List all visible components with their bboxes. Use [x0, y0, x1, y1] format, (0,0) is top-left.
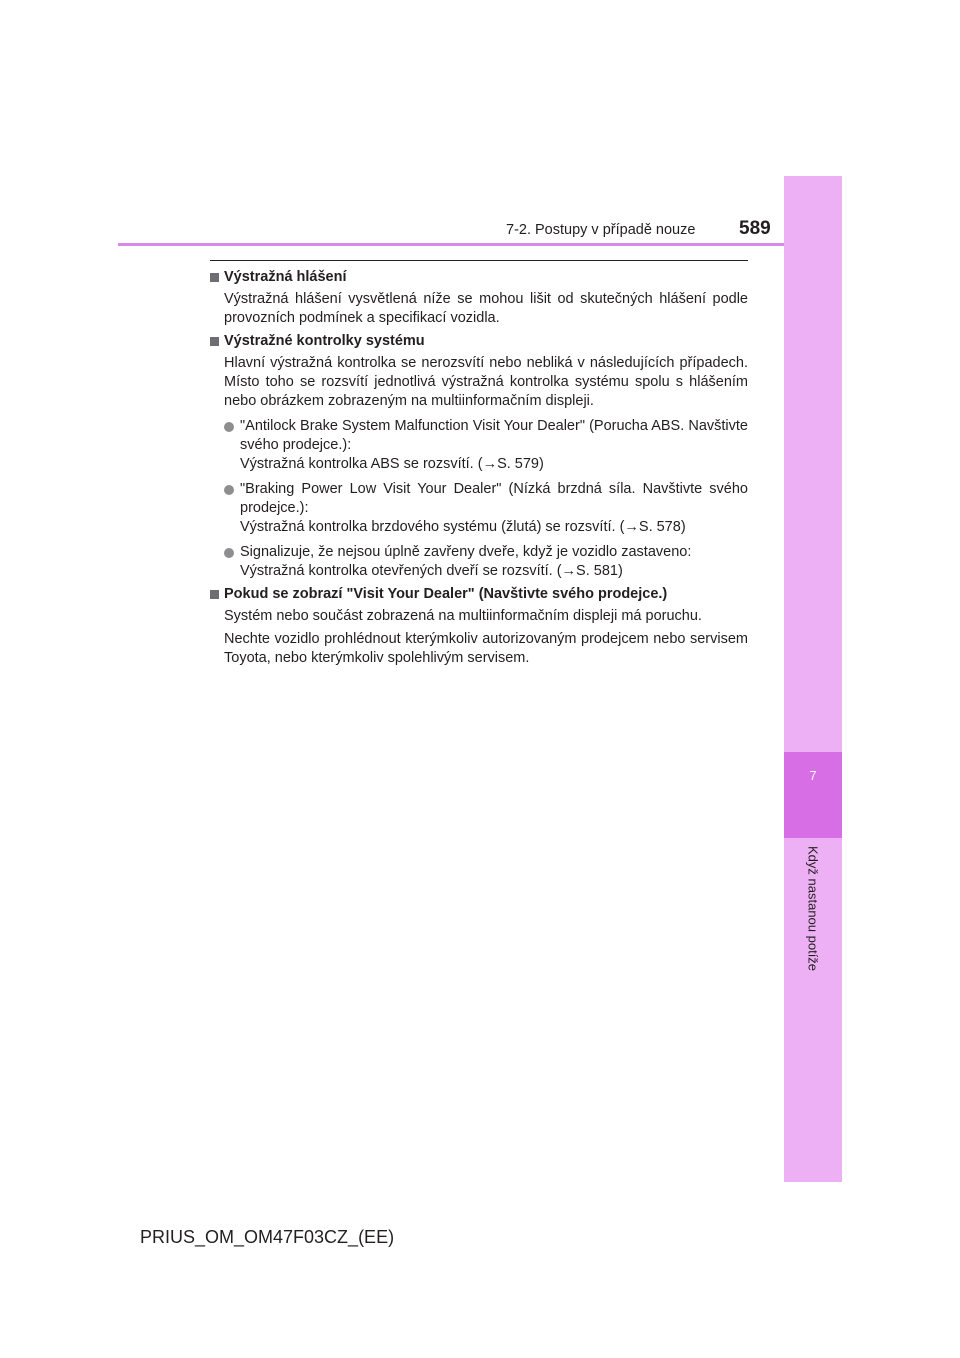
list-item-text: "Braking Power Low Visit Your Dealer" (Nízká brzdná síla. Navštivte svého prodejce.): Výstražná kontrolka brzdového systému (žlutá) se rozsvítí. (→S. 578)	[240, 481, 748, 535]
page-number: 589	[739, 218, 771, 239]
paragraph: Systém nebo součást zobrazená na multiinformačním displeji má poruchu.	[224, 608, 702, 624]
section-heading	[210, 332, 748, 351]
list-item	[210, 543, 748, 581]
section-heading	[210, 585, 748, 604]
list-item	[210, 480, 748, 537]
circle-bullet-icon	[224, 422, 234, 432]
list-item-text: "Antilock Brake System Malfunction Visit Your Dealer" (Porucha ABS. Navštivte svého prodejce.): Výstražná kontrolka ABS se rozsvítí. (→S. 579)	[240, 418, 748, 472]
chapter-number: 7	[809, 768, 817, 783]
list-item-text: Signalizuje, že nejsou úplně zavřeny dveře, když je vozidlo zastaveno: Výstražná kontrolka otevřených dveří se rozsvítí. (→S. 581)	[240, 544, 692, 579]
content-top-rule	[210, 260, 748, 261]
header-rule	[118, 243, 842, 246]
circle-bullet-icon	[224, 548, 234, 558]
paragraph: Výstražná hlášení vysvětlená níže se mohou lišit od skutečných hlášení podle provozních podmínek a specifikací vozidla.	[224, 291, 748, 326]
heading-text: Pokud se zobrazí "Visit Your Dealer" (Navštivte svého prodejce.)	[224, 586, 668, 602]
document-id: PRIUS_OM_OM47F03CZ_(EE)	[140, 1227, 395, 1247]
square-bullet-icon	[210, 337, 219, 346]
square-bullet-icon	[210, 273, 219, 282]
side-tab-upper	[784, 176, 842, 752]
list-item	[210, 417, 748, 474]
paragraph: Nechte vozidlo prohlédnout kterýmkoliv autorizovaným prodejcem nebo servisem Toyota, nebo kterýmkoliv spolehlivým servisem.	[224, 631, 748, 666]
heading-text: Výstražná hlášení	[224, 269, 347, 285]
paragraph: Hlavní výstražná kontrolka se nerozsvítí nebo nebliká v následujících případech. Místo toho se rozsvítí jednotlivá výstražná kontrolka systému spolu s hlášením nebo obrázkem zobrazeným na multiinformačním displeji.	[224, 355, 748, 409]
section-title: 7-2. Postupy v případě nouze	[506, 222, 696, 238]
chapter-tab[interactable]	[784, 752, 842, 838]
heading-text: Výstražné kontrolky systému	[224, 333, 425, 349]
page-content	[210, 264, 748, 668]
square-bullet-icon	[210, 590, 219, 599]
section-heading	[210, 268, 748, 287]
chapter-label: Když nastanou potíže	[805, 846, 821, 972]
circle-bullet-icon	[224, 485, 234, 495]
